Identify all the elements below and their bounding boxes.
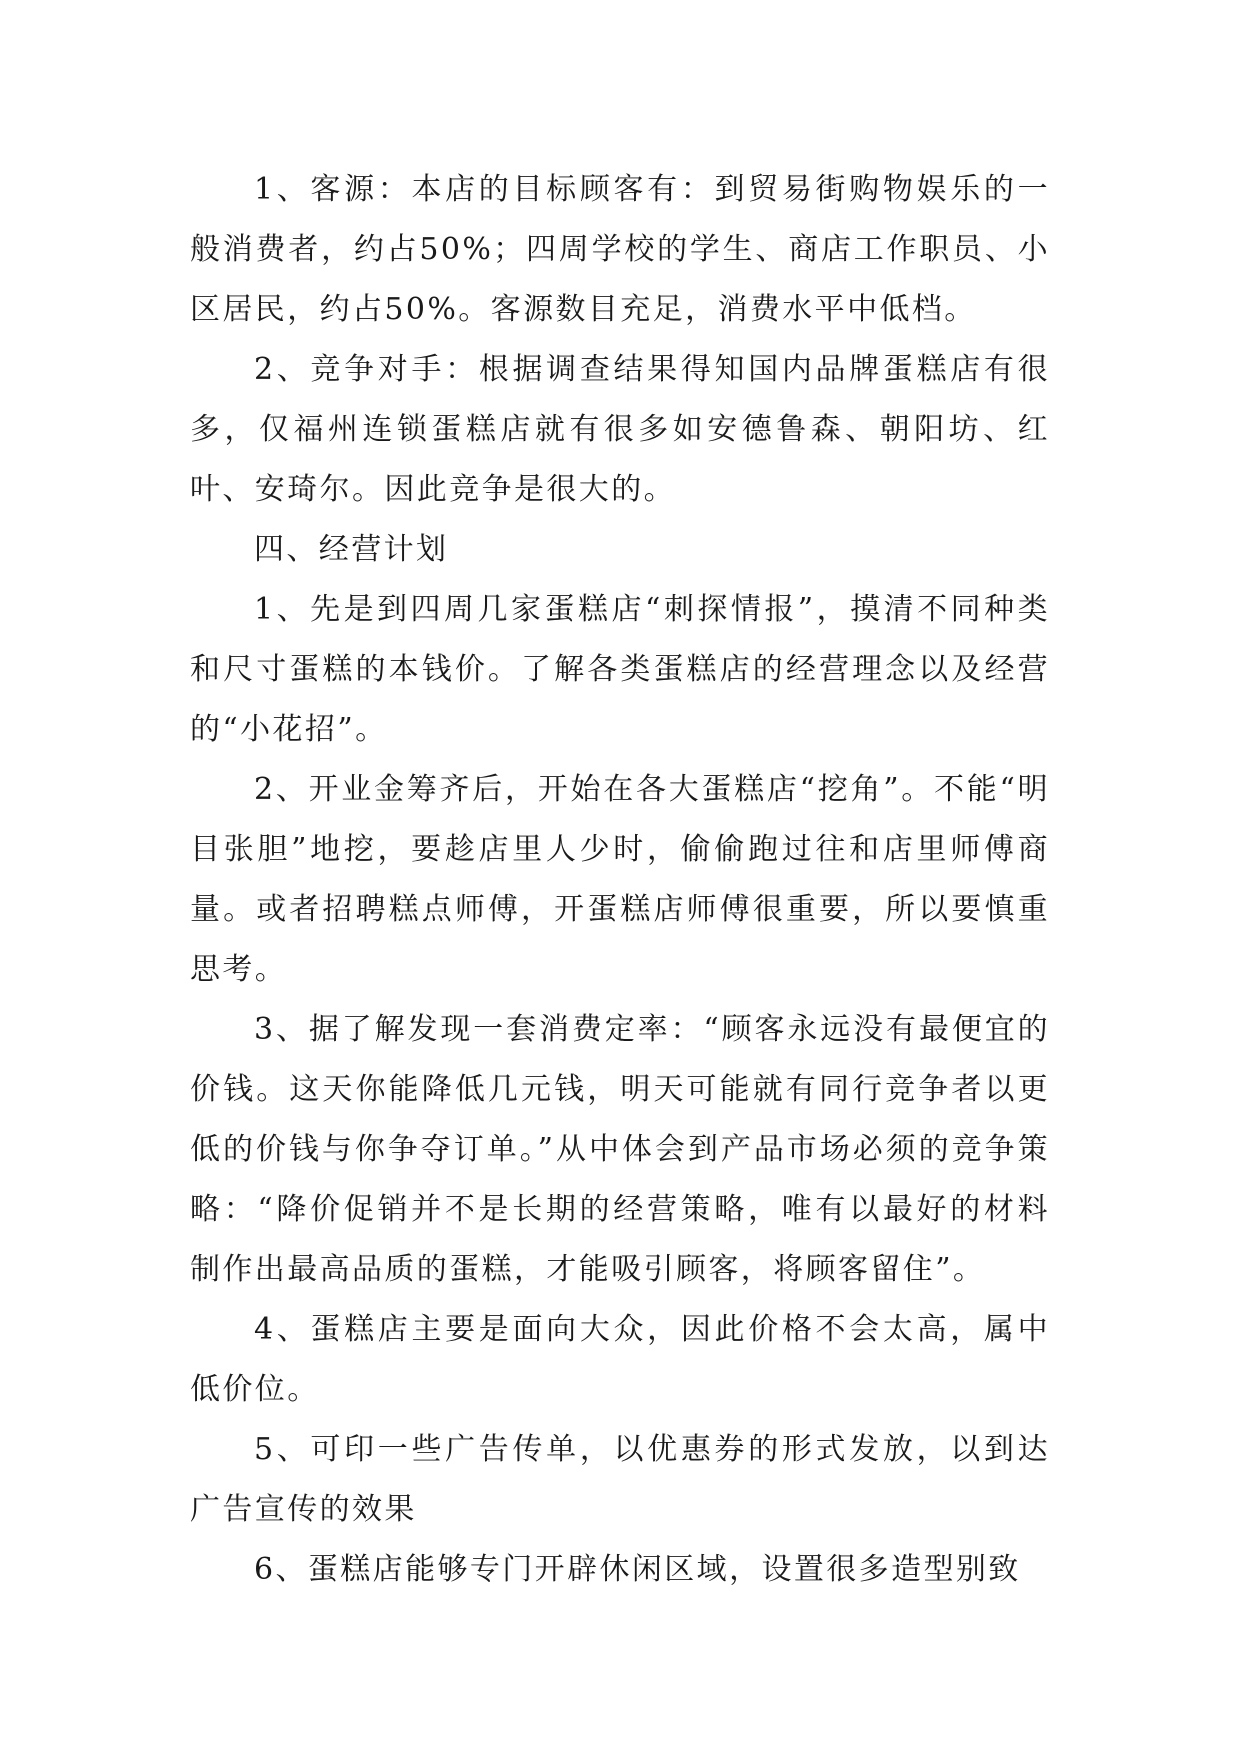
- paragraph-competitors: 2、竞争对手：根据调查结果得知国内品牌蛋糕店有很多，仅福州连锁蛋糕店就有很多如安德鲁森、朝阳坊、红叶、安琦尔。因此竞争是很大的。: [190, 352, 1050, 507]
- paragraph-plan-5: 5、可印一些广告传单，以优惠券的形式发放，以到达广告宣传的效果: [190, 1432, 1050, 1527]
- paragraph-customer-source: 1、客源：本店的目标顾客有：到贸易街购物娱乐的一般消费者，约占50%；四周学校的学生、商店工作职员、小区居民，约占50%。客源数目充足，消费水平中低档。: [190, 172, 1050, 327]
- document-body: [190, 160, 1050, 1600]
- paragraph-plan-4: 4、蛋糕店主要是面向大众，因此价格不会太高，属中低价位。: [190, 1312, 1050, 1407]
- paragraph-plan-2: 2、开业金筹齐后，开始在各大蛋糕店“挖角”。不能“明目张胆”地挖，要趁店里人少时，偷偷跑过往和店里师傅商量。或者招聘糕点师傅，开蛋糕店师傅很重要，所以要慎重思考。: [190, 772, 1050, 987]
- paragraph-plan-3: 3、据了解发现一套消费定率：“顾客永远没有最便宜的价钱。这天你能降低几元钱，明天可能就有同行竞争者以更低的价钱与你争夺订单。”从中体会到产品市场必须的竞争策略：“降价促销并不是长期的经营策略，唯有以最好的材料制作出最高品质的蛋糕，才能吸引顾客，将顾客留住”。: [190, 1012, 1050, 1287]
- paragraph-plan-6: 6、蛋糕店能够专门开辟休闲区域，设置很多造型别致: [254, 1552, 1021, 1587]
- section-heading-business-plan: 四、经营计划: [254, 532, 449, 567]
- paragraph-plan-1: 1、先是到四周几家蛋糕店“刺探情报”，摸清不同种类和尺寸蛋糕的本钱价。了解各类蛋糕店的经营理念以及经营的“小花招”。: [190, 592, 1050, 747]
